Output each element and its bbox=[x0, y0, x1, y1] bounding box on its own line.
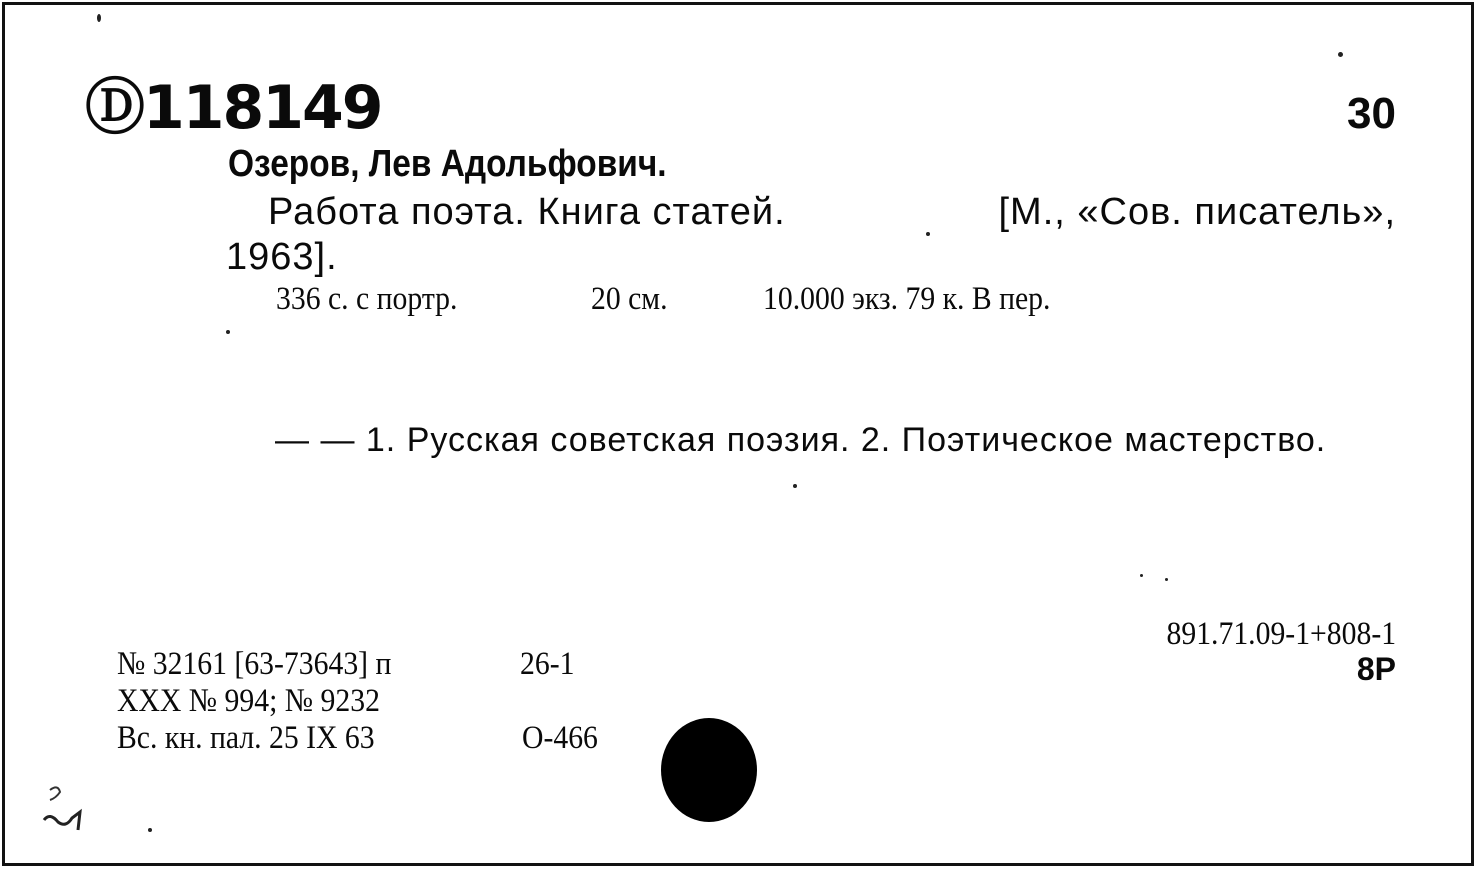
speck bbox=[1338, 52, 1343, 57]
classification-code: 891.71.09-1+808-1 bbox=[1166, 616, 1396, 652]
author-heading: Озеров, Лев Адольфович. bbox=[228, 143, 667, 185]
footer-line-3-right: О-466 bbox=[522, 720, 598, 756]
speck bbox=[793, 484, 797, 488]
physical-copies-price: 10.000 экз. 79 к. В пер. bbox=[763, 281, 1051, 317]
footer-line-1-right: 26-1 bbox=[520, 646, 575, 682]
speck bbox=[97, 14, 101, 22]
speck bbox=[148, 828, 152, 832]
speck bbox=[1140, 574, 1143, 577]
speck bbox=[926, 232, 930, 236]
subject-headings: — — 1. Русская советская поэзия. 2. Поэтическое мастерство. bbox=[275, 421, 1327, 459]
classification-sub: 8Р bbox=[1356, 651, 1396, 687]
speck bbox=[226, 330, 230, 334]
footer-line-1: № 32161 [63-73643] п bbox=[117, 646, 392, 682]
speck bbox=[1165, 578, 1168, 581]
publication-year: 1963]. bbox=[226, 236, 338, 278]
handwritten-mark-icon bbox=[36, 782, 96, 832]
physical-size: 20 см. bbox=[591, 281, 668, 317]
footer-line-2: XXX № 994; № 9232 bbox=[117, 683, 380, 719]
punch-hole bbox=[661, 718, 757, 822]
physical-pages: 336 с. с портр. bbox=[276, 281, 458, 317]
catalog-number: Ⓓ118149 bbox=[85, 73, 382, 143]
footer-line-3: Вс. кн. пал. 25 IX 63 bbox=[117, 720, 375, 756]
book-title: Работа поэта. Книга статей. bbox=[268, 191, 786, 233]
card-number: 30 bbox=[1347, 89, 1396, 138]
imprint: [М., «Сов. писатель», bbox=[998, 191, 1396, 233]
